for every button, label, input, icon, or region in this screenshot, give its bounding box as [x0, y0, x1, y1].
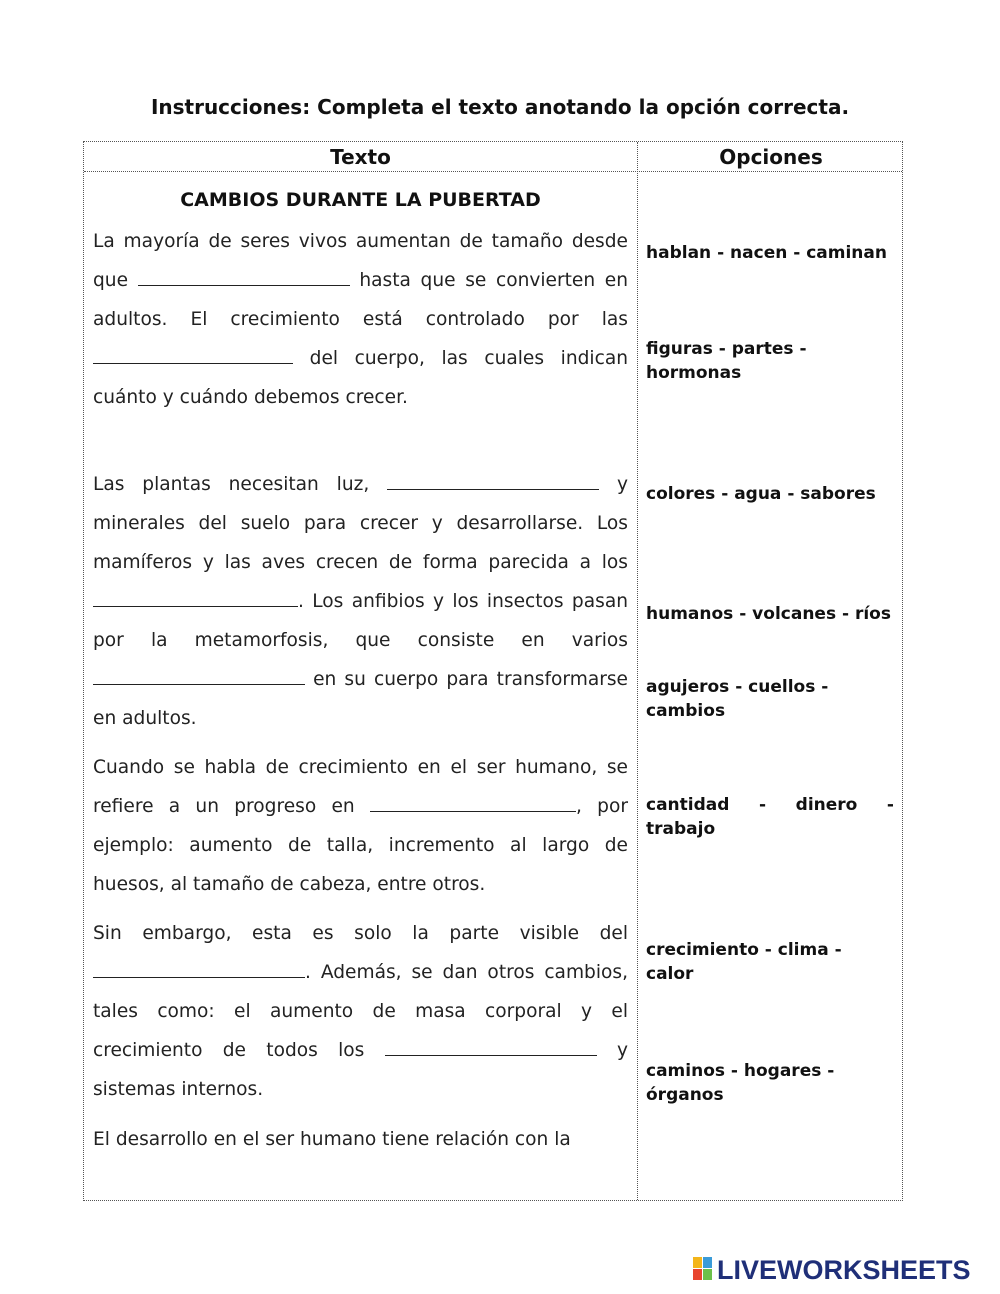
- paragraph-1: [93, 222, 628, 417]
- text-fragment: La mayoría de seres vivos aumentan de tamaño desde que: [93, 231, 628, 291]
- instructions-heading: Instrucciones: Completa el texto anotando la opción correcta.: [150, 95, 850, 119]
- text-fragment: y minerales del suelo para crecer y desarrollarse. Los mamíferos y las aves crecen de forma parecida a los: [93, 474, 628, 573]
- worksheet-table: [83, 141, 903, 1201]
- text-fragment: . Los anfibios y los insectos pasan por la metamorfosis, que consiste en varios: [93, 591, 628, 651]
- paragraph-5: [93, 1120, 628, 1159]
- blank-1[interactable]: [138, 269, 350, 286]
- header-options: Opciones: [719, 145, 823, 169]
- text-fragment: El desarrollo en el ser humano tiene relación con la: [93, 1129, 571, 1150]
- table-header-row: [84, 142, 902, 172]
- option-set-4: humanos - volcanes - ríos: [646, 604, 891, 624]
- text-fragment: Cuando se habla de crecimiento en el ser humano, se refiere a un progreso en: [93, 757, 628, 817]
- logo-mark-icon: [693, 1257, 713, 1281]
- option-set-8: caminos - hogares - órganos: [646, 1061, 835, 1105]
- liveworksheets-logo: [693, 1255, 993, 1285]
- text-fragment: , por ejemplo: aumento de talla, incremento al largo de huesos, al tamaño de cabeza, entre otros.: [93, 796, 628, 895]
- option-set-1: hablan - nacen - caminan: [646, 243, 887, 263]
- blank-2[interactable]: [93, 347, 293, 364]
- option-set-7: crecimiento - clima - calor: [646, 940, 842, 984]
- blank-4[interactable]: [93, 590, 298, 607]
- text-fragment: Sin embargo, esta es solo la parte visible del: [93, 923, 628, 944]
- blank-6[interactable]: [370, 795, 576, 812]
- text-fragment: del cuerpo, las cuales indican cuánto y cuándo debemos crecer.: [93, 348, 628, 408]
- text-fragment: hasta que se convierten en adultos. El crecimiento está controlado por las: [93, 270, 628, 330]
- blank-5[interactable]: [93, 668, 305, 685]
- logo-square: [703, 1269, 712, 1280]
- option-set-6: cantidad - dinero - trabajo: [646, 795, 894, 839]
- blank-7[interactable]: [93, 961, 305, 978]
- blank-3[interactable]: [387, 473, 599, 490]
- column-divider: [637, 142, 638, 1200]
- paragraph-3: [93, 748, 628, 904]
- blank-8[interactable]: [385, 1039, 597, 1056]
- text-fragment: en su cuerpo para transformarse en adultos.: [93, 669, 628, 729]
- option-set-2: figuras - partes - hormonas: [646, 339, 807, 383]
- header-text: Texto: [330, 145, 391, 169]
- text-fragment: y sistemas internos.: [93, 1040, 628, 1100]
- option-set-3: colores - agua - sabores: [646, 484, 876, 504]
- logo-square: [693, 1257, 702, 1268]
- text-fragment: . Además, se dan otros cambios, tales como: el aumento de masa corporal y el crecimiento de todos los: [93, 962, 628, 1061]
- story-title: CAMBIOS DURANTE LA PUBERTAD: [180, 189, 541, 211]
- logo-square: [703, 1257, 712, 1268]
- logo-text: LIVEWORKSHEETS: [717, 1255, 971, 1285]
- paragraph-4: [93, 914, 628, 1109]
- text-fragment: Las plantas necesitan luz,: [93, 474, 370, 495]
- option-set-5: agujeros - cuellos - cambios: [646, 677, 829, 721]
- paragraph-2: [93, 465, 628, 738]
- logo-square: [693, 1269, 702, 1280]
